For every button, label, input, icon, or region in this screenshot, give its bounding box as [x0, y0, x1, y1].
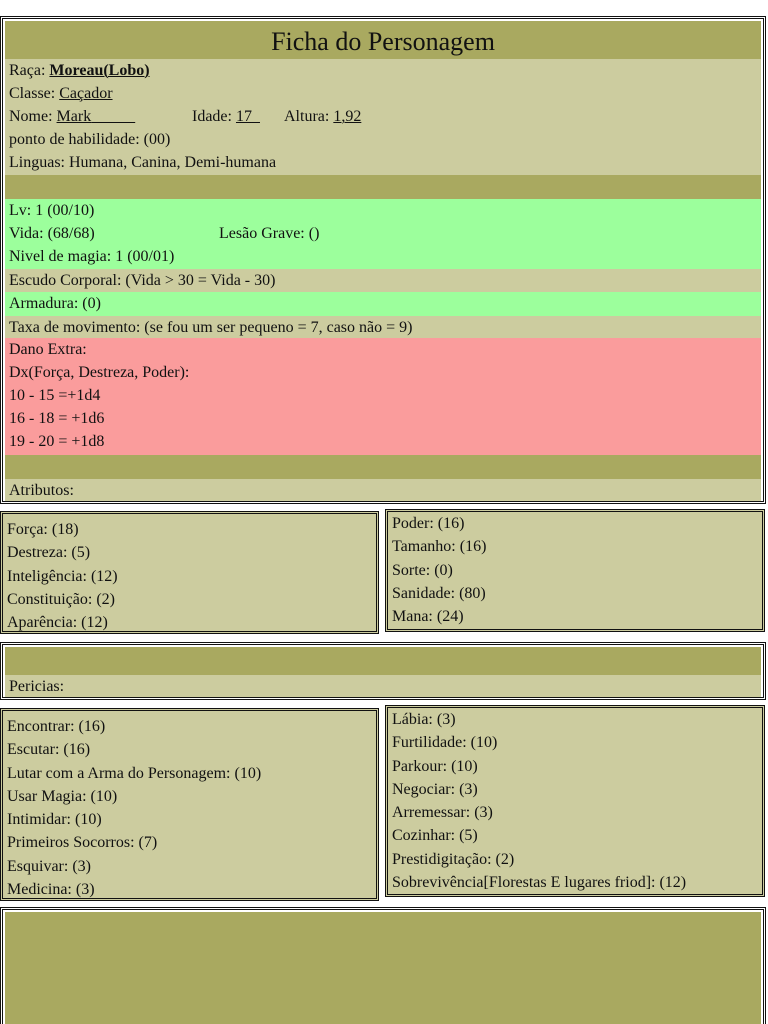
- separator-bar: [5, 455, 761, 479]
- skills-left-box: [0, 708, 379, 901]
- separator-bar: [5, 175, 761, 199]
- level-section: [5, 199, 761, 269]
- class-value: Caçador: [59, 85, 113, 102]
- skills-label: Pericias:: [5, 675, 761, 697]
- skill-item: Furtilidade: (10): [392, 734, 498, 752]
- damage-row: 19 - 20 = +1d8: [9, 433, 105, 450]
- skill-item: Usar Magia: (10): [7, 787, 118, 805]
- skill-item: Intimidar: (10): [7, 811, 102, 829]
- skill-item: Parkour: (10): [392, 757, 478, 775]
- race-label: Raça:: [9, 62, 46, 79]
- age-label: Idade:: [192, 108, 232, 125]
- class-label: Classe:: [9, 85, 56, 102]
- info-section: [5, 59, 761, 175]
- extra-damage-section: [5, 338, 761, 455]
- attribute-item: Poder: (16): [392, 515, 465, 532]
- health-line: [9, 222, 761, 245]
- age-value: 17: [235, 108, 252, 125]
- health: Vida: (68/68): [9, 225, 95, 242]
- name-label: Nome:: [9, 108, 53, 125]
- extra-damage-title: Dano Extra:: [9, 341, 87, 358]
- sheet-title: Ficha do Personagem: [5, 21, 761, 59]
- skill-item: Prestidigitação: (2): [392, 850, 515, 868]
- skill-item: Arremessar: (3): [392, 804, 493, 822]
- attributes-label: Atributos:: [5, 479, 761, 501]
- name-line: [9, 105, 761, 128]
- magic-level: Nivel de magia: 1 (00/01): [9, 248, 175, 265]
- class-line: [9, 82, 761, 105]
- extra-damage-formula: Dx(Força, Destreza, Poder):: [9, 364, 190, 381]
- height-label: Altura:: [284, 108, 330, 125]
- race-line: [9, 59, 761, 82]
- age-field: [192, 105, 260, 128]
- movement-rate: Taxa de movimento: (se fou um ser pequeno = 7, caso não = 9): [5, 316, 761, 338]
- attribute-item: Tamanho: (16): [392, 538, 487, 556]
- attribute-item: Inteligência: (12): [7, 567, 118, 585]
- attribute-item: Sorte: (0): [392, 561, 453, 579]
- attribute-item: Mana: (24): [392, 608, 464, 626]
- height-field: [284, 105, 361, 128]
- skill-item: Lábia: (3): [392, 711, 456, 728]
- skills-header: [0, 642, 766, 700]
- skill-item: Esquivar: (3): [7, 857, 91, 875]
- skill-item: Encontrar: (16): [7, 718, 106, 735]
- level: Lv: 1 (00/10): [9, 202, 95, 219]
- attribute-item: Aparência: (12): [7, 614, 108, 632]
- attribute-item: Força: (18): [7, 521, 79, 538]
- languages: Linguas: Humana, Canina, Demi-humana: [9, 154, 277, 171]
- skill-item: Negociar: (3): [392, 780, 478, 798]
- armor: Armadura: (0): [5, 292, 761, 316]
- damage-row: 10 - 15 =+1d4: [9, 387, 101, 404]
- bottom-panel: [0, 907, 766, 1024]
- bottom-panel-fill: [5, 912, 761, 1024]
- name-value: Mark: [56, 108, 92, 125]
- skills-right-box: [385, 705, 765, 897]
- skill-item: Lutar com a Arma do Personagem: (10): [7, 764, 262, 782]
- attribute-item: Sanidade: (80): [392, 584, 486, 602]
- race-value: Moreau(Lobo): [49, 62, 150, 79]
- attributes-left-box: [0, 511, 379, 634]
- body-shield: Escudo Corporal: (Vida > 30 = Vida - 30): [5, 269, 761, 292]
- skill-item: Medicina: (3): [7, 881, 95, 899]
- character-sheet: [0, 16, 766, 504]
- attribute-item: Constituição: (2): [7, 590, 115, 608]
- height-value: 1,92: [333, 108, 362, 125]
- skill-item: Cozinhar: (5): [392, 827, 478, 845]
- attribute-item: Destreza: (5): [7, 544, 91, 562]
- separator-bar: [5, 647, 761, 675]
- skill-item: Primeiros Socorros: (7): [7, 834, 158, 852]
- damage-row: 16 - 18 = +1d6: [9, 410, 105, 427]
- skill-item: Sobrevivência[Florestas E lugares friod]: (12): [392, 874, 687, 892]
- skill-item: Escutar: (16): [7, 741, 91, 759]
- serious-injury: Lesão Grave: (): [219, 225, 320, 242]
- skill-points: ponto de habilidade: (00): [9, 131, 171, 148]
- attributes-right-box: [385, 509, 765, 632]
